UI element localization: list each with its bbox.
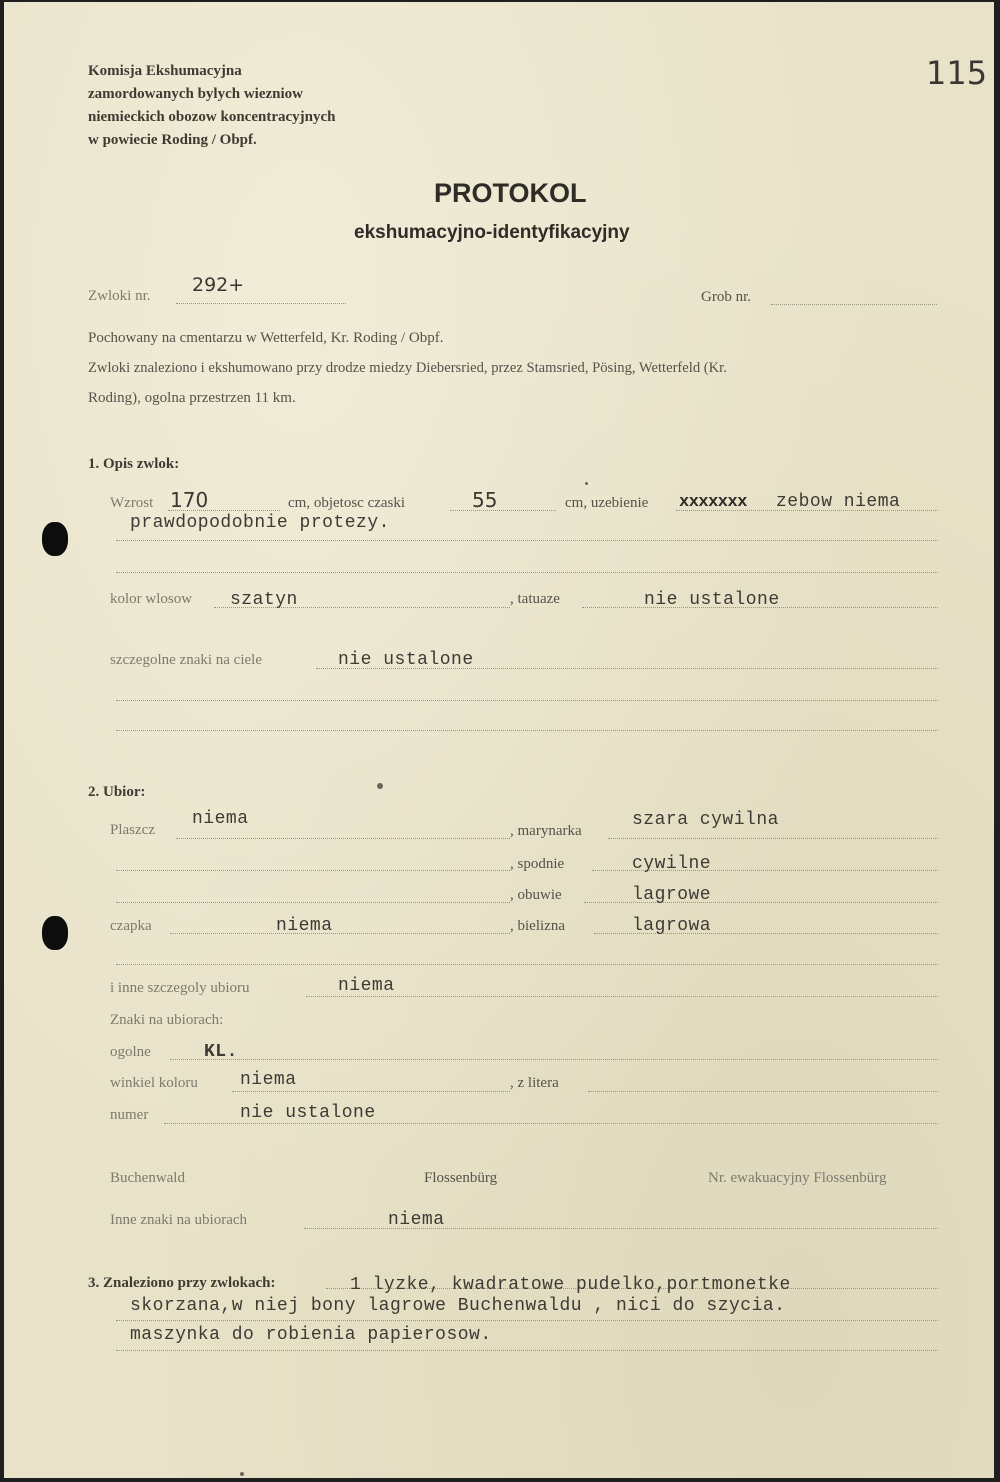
wzrost-label: Wzrost [110,495,154,511]
znaki-label: szczegolne znaki na ciele [110,652,262,668]
czapka-value: niema [276,916,333,936]
znaki-value: nie ustalone [338,650,474,670]
rule [116,1320,938,1321]
rule [116,870,510,871]
uzebienie-value: zebow niema [776,492,901,512]
section3-line2: skorzana,w niej bony lagrowe Buchenwaldu , nici do szycia. [130,1296,786,1316]
czapka-line [170,933,510,934]
spodnie-label: , spodnie [510,856,565,872]
numer-line [164,1123,938,1124]
flossenburg-label: Flossenbürg [424,1170,498,1186]
page-number: 115 [926,54,988,92]
section3-line1: 1 lyzke, kwadratowe pudelko,portmonetke [350,1275,791,1295]
section3-line3: maszynka do robienia papierosow. [130,1325,492,1345]
ink-speck [240,1472,244,1476]
marynarka-line [608,838,938,839]
uzebienie-line2: prawdopodobnie protezy. [130,513,390,533]
protocol-page [4,2,994,1478]
burial-line: Pochowany na cmentarzu w Wetterfeld, Kr. Roding / Obpf. [88,330,444,346]
cm-czaski-label: cm, objetosc czaski [288,495,406,511]
wlosy-value: szatyn [230,590,298,610]
section3-heading: 3. Znaleziono przy zwlokach: [88,1275,276,1291]
ogolne-value: KL. [204,1042,238,1062]
inne-znaki-label: Inne znaki na ubiorach [110,1212,248,1228]
rule [116,730,938,731]
numer-value: nie ustalone [240,1103,376,1123]
winkiel-label: winkiel koloru [110,1075,198,1091]
winkiel-value: niema [240,1070,297,1090]
section1-heading: 1. Opis zwlok: [88,456,180,472]
punch-hole [42,522,68,556]
inne-label: i inne szczegoly ubioru [110,980,250,996]
rule [116,964,938,965]
grob-line [771,304,937,305]
ink-dot [377,783,383,789]
page-title: PROTOKOL [434,178,587,208]
tatuaze-value: nie ustalone [644,590,780,610]
rule [116,1350,938,1351]
numer-label: numer [110,1107,149,1123]
zwloki-line [176,303,346,304]
found-line-2: Roding), ogolna przestrzen 11 km. [88,390,296,406]
found-line-1: Zwloki znaleziono i ekshumowano przy drodze miedzy Diebersried, przez Stamsried, Pösing, Wetterfeld (Kr. [88,360,727,376]
litera-line [588,1091,938,1092]
struck-out-text: xxxxxxx [679,493,747,512]
header-line: Komisja Ekshumacyjna [88,63,242,79]
znaki-ubior-heading: Znaki na ubiorach: [110,1012,224,1028]
tatuaze-label: , tatuaze [510,591,560,607]
page-subtitle: ekshumacyjno-identyfikacyjny [354,222,630,243]
bielizna-value: lagrowa [632,916,712,936]
obuwie-value: lagrowe [632,885,712,905]
plaszcz-value: niema [192,809,249,829]
zwloki-value: 292+ [192,274,245,296]
punch-hole [42,916,68,950]
wlosy-label: kolor wlosow [110,591,193,607]
bielizna-label: , bielizna [510,918,565,934]
grob-label: Grob nr. [701,289,751,305]
plaszcz-label: Plaszcz [110,822,155,838]
ogolne-label: ogolne [110,1044,151,1060]
czaski-line [450,510,556,511]
wzrost-value: 170 [170,488,209,512]
ogolne-line [170,1059,938,1060]
zwloki-label: Zwloki nr. [88,288,151,304]
inne-line [306,996,938,997]
czaski-value: 55 [472,488,498,512]
header-line: w powiecie Roding / Obpf. [88,132,257,148]
buchenwald-label: Buchenwald [110,1170,185,1186]
rule [116,902,510,903]
header-line: zamordowanych bylych wiezniow [88,86,303,102]
litera-label: , z litera [510,1075,559,1091]
uzebienie-label: cm, uzebienie [565,495,649,511]
rule [116,700,938,701]
ewakuacyjny-label: Nr. ewakuacyjny Flossenbürg [708,1170,887,1186]
marynarka-value: szara cywilna [632,810,779,830]
czapka-label: czapka [110,918,152,934]
header-line: niemieckich obozow koncentracyjnych [88,109,336,125]
spodnie-value: cywilne [632,854,712,874]
rule [116,540,938,541]
section2-heading: 2. Ubior: [88,784,146,800]
marynarka-label: , marynarka [510,823,582,839]
inne-value: niema [338,976,395,996]
winkiel-line [232,1091,510,1092]
rule [116,572,938,573]
inne-znaki-value: niema [388,1210,445,1230]
obuwie-label: , obuwie [510,887,562,903]
plaszcz-line [176,838,510,839]
commission-header [88,60,335,152]
ink-speck [585,482,588,485]
